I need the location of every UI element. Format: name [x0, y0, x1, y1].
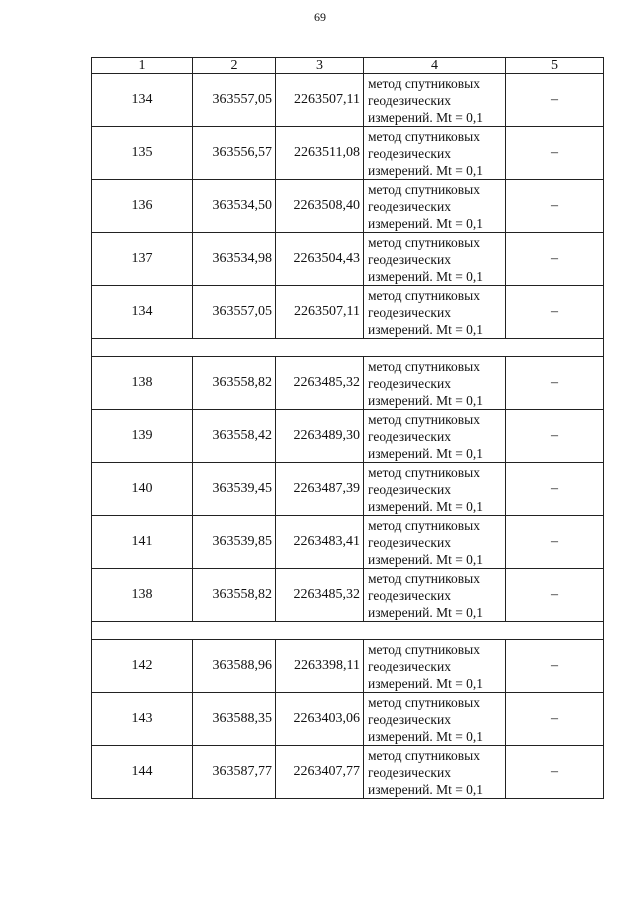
table-header	[92, 58, 604, 74]
method-line: метод спутниковых	[368, 464, 480, 480]
method-line: измерений. Mt = 0,1	[368, 675, 484, 691]
coordinates-table	[91, 57, 604, 799]
table-row	[92, 180, 604, 233]
x-coordinate-cell: 363558,82	[193, 569, 276, 622]
table-row	[92, 357, 604, 410]
method-line: метод спутниковых	[368, 641, 480, 657]
x-coordinate-cell: 363558,42	[193, 410, 276, 463]
y-coordinate-cell: 2263507,11	[276, 286, 364, 339]
method-line: измерений. Mt = 0,1	[368, 109, 484, 125]
method-line: метод спутниковых	[368, 358, 480, 374]
x-coordinate-cell: 363558,82	[193, 357, 276, 410]
method-line: измерений. Mt = 0,1	[368, 781, 484, 797]
method-line: геодезических	[368, 587, 451, 603]
method-cell	[364, 74, 506, 127]
y-coordinate-cell: 2263487,39	[276, 463, 364, 516]
note-cell: –	[506, 569, 604, 622]
method-line: измерений. Mt = 0,1	[368, 268, 484, 284]
table-row	[92, 127, 604, 180]
header-cell-method: 4	[364, 58, 506, 74]
table-row	[92, 410, 604, 463]
method-line: метод спутниковых	[368, 181, 480, 197]
point-number-cell: 141	[92, 516, 193, 569]
point-number-cell: 140	[92, 463, 193, 516]
method-line: измерений. Mt = 0,1	[368, 321, 484, 337]
method-line: измерений. Mt = 0,1	[368, 551, 484, 567]
method-line: метод спутниковых	[368, 128, 480, 144]
method-line: геодезических	[368, 711, 451, 727]
method-line: метод спутниковых	[368, 517, 480, 533]
method-line: геодезических	[368, 304, 451, 320]
method-cell	[364, 127, 506, 180]
table-body	[92, 74, 604, 799]
x-coordinate-cell: 363588,96	[193, 640, 276, 693]
method-line: метод спутниковых	[368, 694, 480, 710]
x-coordinate-cell: 363557,05	[193, 286, 276, 339]
point-number-cell: 144	[92, 746, 193, 799]
method-line: геодезических	[368, 198, 451, 214]
table-row	[92, 569, 604, 622]
method-cell	[364, 516, 506, 569]
point-number-cell: 142	[92, 640, 193, 693]
point-number-cell: 136	[92, 180, 193, 233]
note-cell: –	[506, 463, 604, 516]
x-coordinate-cell: 363534,98	[193, 233, 276, 286]
page-number: 69	[314, 10, 326, 24]
point-number-cell: 137	[92, 233, 193, 286]
header-cell-x: 2	[193, 58, 276, 74]
separator-row	[92, 622, 604, 640]
method-cell	[364, 180, 506, 233]
x-coordinate-cell: 363556,57	[193, 127, 276, 180]
header-cell-y: 3	[276, 58, 364, 74]
note-cell: –	[506, 357, 604, 410]
table-row	[92, 286, 604, 339]
header-row	[92, 58, 604, 74]
y-coordinate-cell: 2263485,32	[276, 357, 364, 410]
method-cell	[364, 693, 506, 746]
method-line: метод спутниковых	[368, 287, 480, 303]
method-line: метод спутниковых	[368, 75, 480, 91]
method-line: метод спутниковых	[368, 234, 480, 250]
note-cell: –	[506, 640, 604, 693]
separator-row	[92, 339, 604, 357]
table-row	[92, 746, 604, 799]
method-cell	[364, 286, 506, 339]
note-cell: –	[506, 127, 604, 180]
method-line: измерений. Mt = 0,1	[368, 215, 484, 231]
y-coordinate-cell: 2263508,40	[276, 180, 364, 233]
method-line: геодезических	[368, 92, 451, 108]
method-line: измерений. Mt = 0,1	[368, 498, 484, 514]
note-cell: –	[506, 74, 604, 127]
table-row	[92, 233, 604, 286]
header-cell-note: 5	[506, 58, 604, 74]
x-coordinate-cell: 363534,50	[193, 180, 276, 233]
method-line: измерений. Mt = 0,1	[368, 604, 484, 620]
separator-cell	[92, 622, 604, 640]
y-coordinate-cell: 2263407,77	[276, 746, 364, 799]
y-coordinate-cell: 2263489,30	[276, 410, 364, 463]
x-coordinate-cell: 363539,45	[193, 463, 276, 516]
y-coordinate-cell: 2263485,32	[276, 569, 364, 622]
method-cell	[364, 746, 506, 799]
x-coordinate-cell: 363557,05	[193, 74, 276, 127]
method-line: геодезических	[368, 481, 451, 497]
table-row	[92, 516, 604, 569]
point-number-cell: 143	[92, 693, 193, 746]
point-number-cell: 135	[92, 127, 193, 180]
method-line: геодезических	[368, 145, 451, 161]
point-number-cell: 138	[92, 357, 193, 410]
separator-cell	[92, 339, 604, 357]
method-cell	[364, 233, 506, 286]
method-cell	[364, 410, 506, 463]
x-coordinate-cell: 363588,35	[193, 693, 276, 746]
header-cell-point: 1	[92, 58, 193, 74]
method-cell	[364, 569, 506, 622]
method-line: геодезических	[368, 764, 451, 780]
method-cell	[364, 357, 506, 410]
note-cell: –	[506, 516, 604, 569]
note-cell: –	[506, 233, 604, 286]
method-line: измерений. Mt = 0,1	[368, 728, 484, 744]
method-cell	[364, 640, 506, 693]
y-coordinate-cell: 2263483,41	[276, 516, 364, 569]
method-line: метод спутниковых	[368, 747, 480, 763]
point-number-cell: 139	[92, 410, 193, 463]
table-row	[92, 640, 604, 693]
note-cell: –	[506, 746, 604, 799]
method-line: измерений. Mt = 0,1	[368, 445, 484, 461]
method-line: геодезических	[368, 251, 451, 267]
y-coordinate-cell: 2263511,08	[276, 127, 364, 180]
table-row	[92, 74, 604, 127]
method-line: геодезических	[368, 428, 451, 444]
method-line: геодезических	[368, 375, 451, 391]
point-number-cell: 138	[92, 569, 193, 622]
method-line: измерений. Mt = 0,1	[368, 392, 484, 408]
y-coordinate-cell: 2263403,06	[276, 693, 364, 746]
table-row	[92, 463, 604, 516]
method-cell	[364, 463, 506, 516]
note-cell: –	[506, 180, 604, 233]
note-cell: –	[506, 410, 604, 463]
y-coordinate-cell: 2263504,43	[276, 233, 364, 286]
note-cell: –	[506, 286, 604, 339]
table-row	[92, 693, 604, 746]
point-number-cell: 134	[92, 74, 193, 127]
method-line: метод спутниковых	[368, 411, 480, 427]
note-cell: –	[506, 693, 604, 746]
method-line: метод спутниковых	[368, 570, 480, 586]
method-line: геодезических	[368, 658, 451, 674]
x-coordinate-cell: 363539,85	[193, 516, 276, 569]
method-line: измерений. Mt = 0,1	[368, 162, 484, 178]
x-coordinate-cell: 363587,77	[193, 746, 276, 799]
method-line: геодезических	[368, 534, 451, 550]
y-coordinate-cell: 2263398,11	[276, 640, 364, 693]
y-coordinate-cell: 2263507,11	[276, 74, 364, 127]
point-number-cell: 134	[92, 286, 193, 339]
